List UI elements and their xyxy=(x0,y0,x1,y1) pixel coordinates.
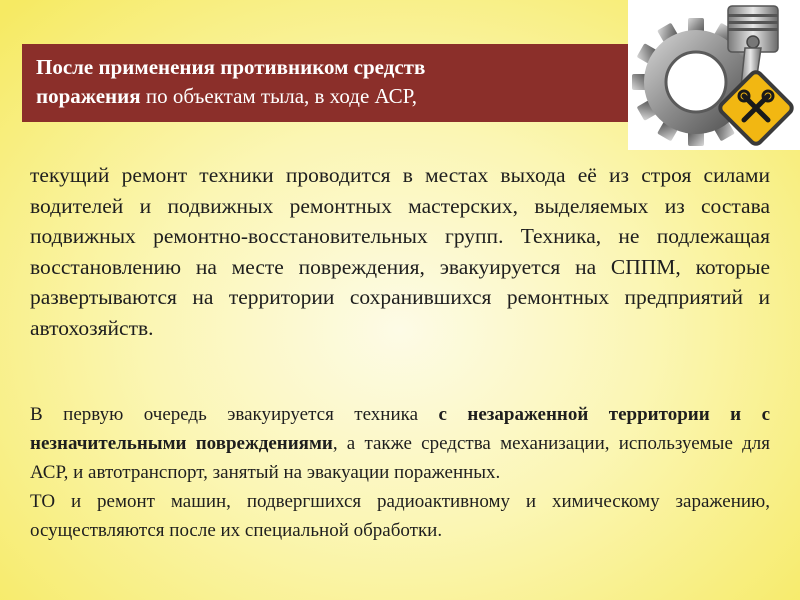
p1-end: , а также средства механизации, используемые для АСР, и автотранспорт, занятый на эвакуации пораженных. xyxy=(30,433,770,483)
title-bold-word: поражения xyxy=(36,84,141,108)
paragraph-priority xyxy=(30,400,770,487)
title-line-2 xyxy=(36,82,618,111)
logo xyxy=(628,0,800,150)
main-paragraph: текущий ремонт техники проводится в местах выхода её из строя силами водителей и подвижных ремонтных мастерских, выделяемых из состава подвижных ремонтно-восстановительных групп. Техника, не подлежащая восстановлению на месте повреждения, эвакуируется на СППМ, которые развертываются на территории сохранившихся ремонтных предприятий и автохозяйств. xyxy=(30,163,770,340)
paragraph-maintenance: ТО и ремонт машин, подвергшихся радиоактивному и химическому заражению, осуществляются после их специальной обработки. xyxy=(30,491,770,541)
p1-start: В первую очередь эвакуируется техника xyxy=(30,404,439,425)
secondary-text xyxy=(30,400,770,545)
p1-bold: с незараженной территории и с незначительными повреждениями xyxy=(30,404,770,454)
title-rest: по объектам тыла, в ходе АСР, xyxy=(140,84,417,108)
title-banner xyxy=(22,44,628,122)
gear-piston-wrench-icon xyxy=(628,0,800,150)
title-line-1: После применения противником средств xyxy=(36,55,426,79)
